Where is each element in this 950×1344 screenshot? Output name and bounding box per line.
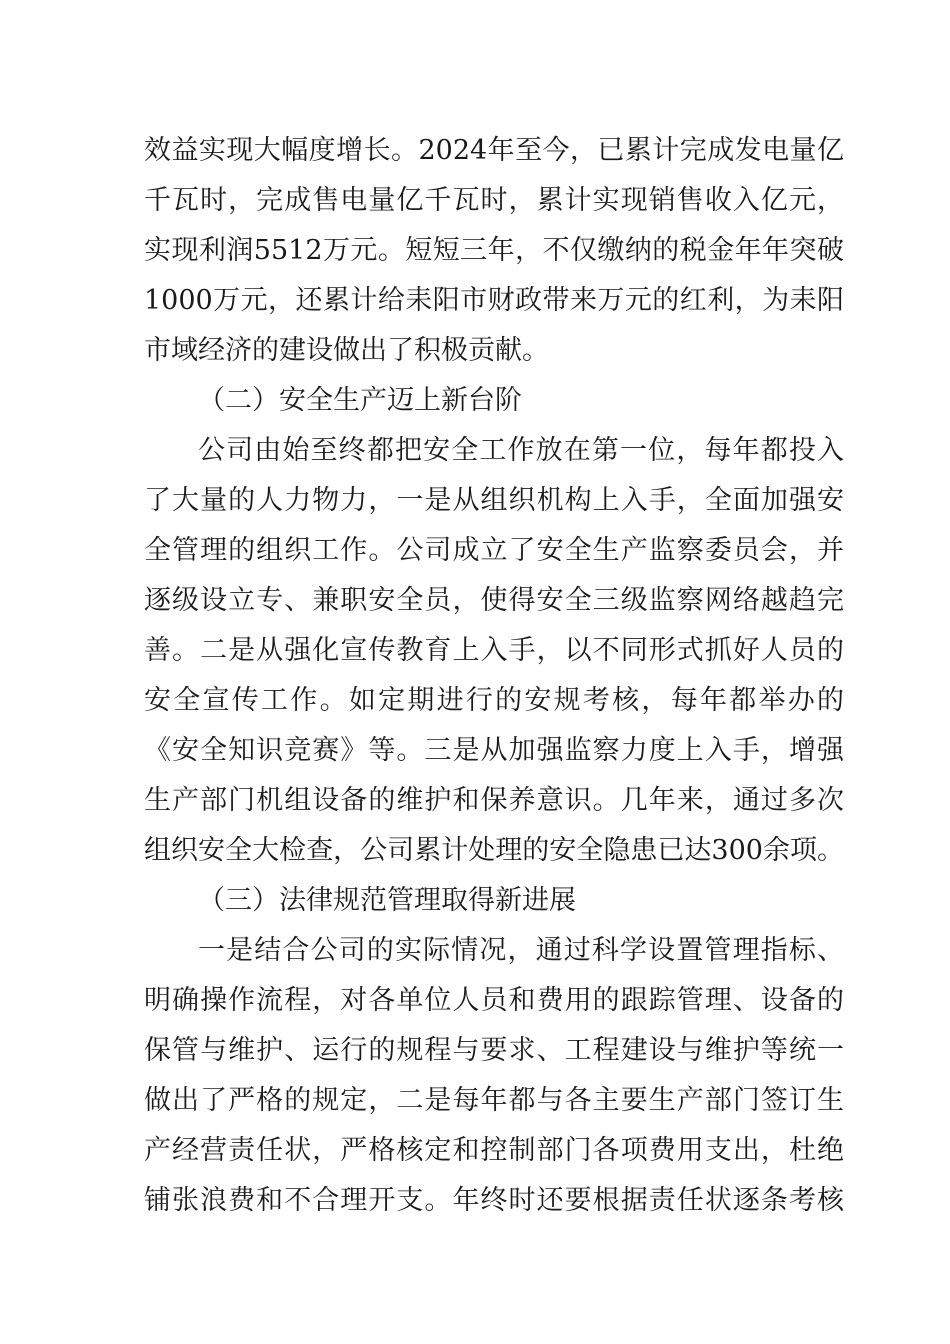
paragraph-line: 产经营责任状，严格核定和控制部门各项费用支出，杜绝 bbox=[144, 1135, 844, 1166]
paragraph-line: 做出了严格的规定，二是每年都与各主要生产部门签订生 bbox=[144, 1085, 844, 1116]
paragraph-line: 保管与维护、运行的规程与要求、工程建设与维护等统一 bbox=[144, 1035, 844, 1066]
paragraph-line: 1000万元，还累计给耒阳市财政带来万元的红利，为耒阳 bbox=[144, 285, 844, 316]
paragraph-line: 《安全知识竞赛》等。三是从加强监察力度上入手，增强 bbox=[144, 735, 844, 766]
paragraph-line: 千瓦时，完成售电量亿千瓦时，累计实现销售收入亿元， bbox=[144, 185, 844, 216]
paragraph-line: 明确操作流程，对各单位人员和费用的跟踪管理、设备的 bbox=[144, 985, 844, 1016]
paragraph-line: 组织安全大检查，公司累计处理的安全隐患已达300余项。 bbox=[144, 835, 844, 866]
section-heading: （三）法律规范管理取得新进展 bbox=[198, 885, 576, 916]
paragraph-line: 一是结合公司的实际情况，通过科学设置管理指标、 bbox=[198, 935, 844, 966]
paragraph-line: 全管理的组织工作。公司成立了安全生产监察委员会，并 bbox=[144, 535, 844, 566]
paragraph-line: 铺张浪费和不合理开支。年终时还要根据责任状逐条考核 bbox=[144, 1185, 844, 1216]
paragraph-line: 了大量的人力物力，一是从组织机构上入手，全面加强安 bbox=[144, 485, 844, 516]
paragraph-line: 安全宣传工作。如定期进行的安规考核，每年都举办的 bbox=[144, 685, 844, 716]
paragraph-line: 实现利润5512万元。短短三年，不仅缴纳的税金年年突破 bbox=[144, 235, 844, 266]
section-heading: （二）安全生产迈上新台阶 bbox=[198, 385, 522, 416]
paragraph-line: 逐级设立专、兼职安全员，使得安全三级监察网络越趋完 bbox=[144, 585, 844, 616]
paragraph-line: 生产部门机组设备的维护和保养意识。几年来，通过多次 bbox=[144, 785, 844, 816]
paragraph-line: 市域经济的建设做出了积极贡献。 bbox=[144, 335, 549, 366]
paragraph-line: 公司由始至终都把安全工作放在第一位，每年都投入 bbox=[198, 435, 844, 466]
paragraph-line: 效益实现大幅度增长。2024年至今，已累计完成发电量亿 bbox=[144, 135, 844, 166]
paragraph-line: 善。二是从强化宣传教育上入手，以不同形式抓好人员的 bbox=[144, 635, 844, 666]
